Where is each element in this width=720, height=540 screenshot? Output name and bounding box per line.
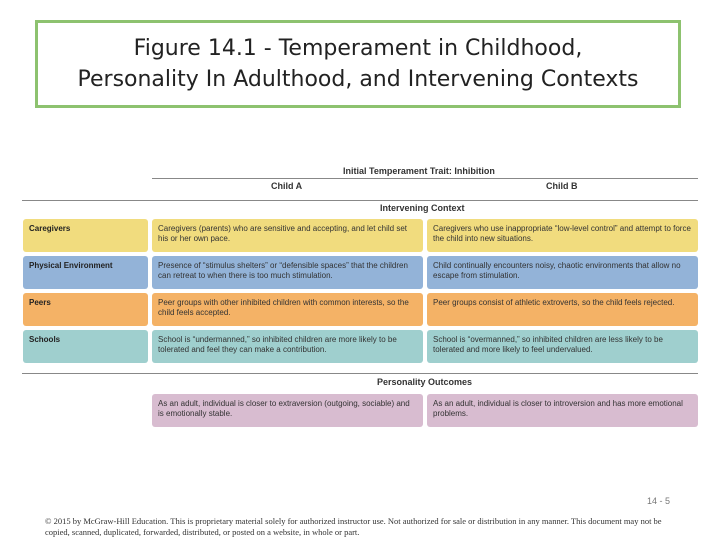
physical-environment-child-a: Presence of “stimulus shelters” or “defensible spaces” that the children can retreat to when there is too much stimulation. <box>152 256 423 289</box>
context-header: Intervening Context <box>380 203 465 213</box>
row-label-peers: Peers <box>23 293 148 326</box>
child-b-header: Child B <box>546 181 578 191</box>
row-label-physical-environment: Physical Environment <box>23 256 148 289</box>
outcome-child-a: As an adult, individual is closer to extraversion (outgoing, sociable) and is emotionally stable. <box>152 394 423 427</box>
schools-child-b: School is “overmanned,” so inhibited children are less likely to be tolerated and more likely to feel undervalued. <box>427 330 698 363</box>
row-label-caregivers: Caregivers <box>23 219 148 252</box>
page-number: 14 - 5 <box>647 496 671 506</box>
trait-header-rule <box>152 178 698 179</box>
peers-child-a: Peer groups with other inhibited children with common interests, so the child feels accepted. <box>152 293 423 326</box>
trait-header: Initial Temperament Trait: Inhibition <box>343 166 495 176</box>
outcomes-header: Personality Outcomes <box>377 377 473 387</box>
figure-title-line-1: Figure 14.1 - Temperament in Childhood, <box>133 36 583 61</box>
context-header-rule <box>22 200 698 201</box>
figure-title-line-2: Personality In Adulthood, and Intervening Contexts <box>77 67 639 92</box>
peers-child-b: Peer groups consist of athletic extroverts, so the child feels rejected. <box>427 293 698 326</box>
schools-child-a: School is “undermanned,” so inhibited children are more likely to be tolerated and feel they can make a contribution. <box>152 330 423 363</box>
figure-title <box>35 20 681 108</box>
child-a-header: Child A <box>271 181 303 191</box>
row-label-schools: Schools <box>23 330 148 363</box>
physical-environment-child-b: Child continually encounters noisy, chaotic environments that allow no escape from stimulation. <box>427 256 698 289</box>
outcomes-header-rule <box>22 373 698 374</box>
copyright-notice: © 2015 by McGraw-Hill Education. This is proprietary material solely for authorized instructor use. Not authorized for sale or distribution in any manner. This document may not be copied, scanned, duplicated, forwarded, distributed, or posted on a website, in whole or part. <box>45 516 662 537</box>
caregivers-child-a: Caregivers (parents) who are sensitive and accepting, and let child set his or her own pace. <box>152 219 423 252</box>
outcome-child-b: As an adult, individual is closer to introversion and has more emotional problems. <box>427 394 698 427</box>
caregivers-child-b: Caregivers who use inappropriate “low-level control” and attempt to force the child into new situations. <box>427 219 698 252</box>
